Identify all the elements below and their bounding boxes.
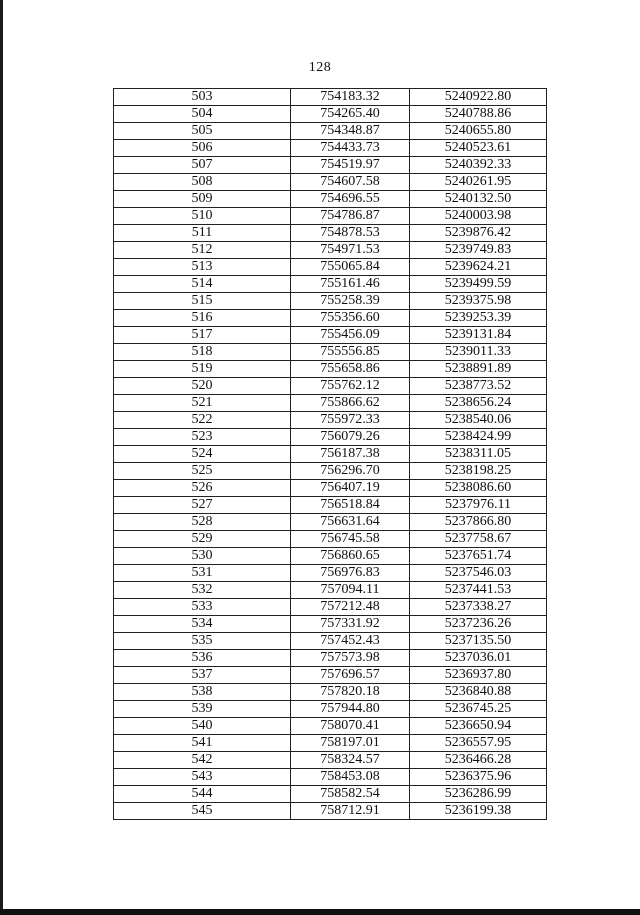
table-row [114,599,547,616]
table-row [114,480,547,497]
x-coordinate-cell: 757696.57 [291,667,410,684]
point-number-cell: 535 [114,633,291,650]
y-coordinate-cell: 5237758.67 [410,531,547,548]
table-row [114,276,547,293]
y-coordinate-cell: 5240655.80 [410,123,547,140]
x-coordinate-cell: 754433.73 [291,140,410,157]
table-row [114,633,547,650]
y-coordinate-cell: 5240788.86 [410,106,547,123]
y-coordinate-cell: 5240523.61 [410,140,547,157]
point-number-cell: 537 [114,667,291,684]
y-coordinate-cell: 5237546.03 [410,565,547,582]
x-coordinate-cell: 756518.84 [291,497,410,514]
x-coordinate-cell: 757944.80 [291,701,410,718]
point-number-cell: 536 [114,650,291,667]
x-coordinate-cell: 755258.39 [291,293,410,310]
point-number-cell: 533 [114,599,291,616]
y-coordinate-cell: 5238198.25 [410,463,547,480]
x-coordinate-cell: 758324.57 [291,752,410,769]
x-coordinate-cell: 754265.40 [291,106,410,123]
y-coordinate-cell: 5239749.83 [410,242,547,259]
point-number-cell: 508 [114,174,291,191]
table-row [114,191,547,208]
point-number-cell: 525 [114,463,291,480]
point-number-cell: 538 [114,684,291,701]
point-number-cell: 528 [114,514,291,531]
table-row [114,667,547,684]
y-coordinate-cell: 5237651.74 [410,548,547,565]
y-coordinate-cell: 5236937.80 [410,667,547,684]
point-number-cell: 521 [114,395,291,412]
y-coordinate-cell: 5238424.99 [410,429,547,446]
point-number-cell: 524 [114,446,291,463]
point-number-cell: 545 [114,803,291,820]
table-row [114,378,547,395]
y-coordinate-cell: 5236375.96 [410,769,547,786]
x-coordinate-cell: 756745.58 [291,531,410,548]
table-row [114,361,547,378]
point-number-cell: 510 [114,208,291,225]
x-coordinate-cell: 757820.18 [291,684,410,701]
y-coordinate-cell: 5237976.11 [410,497,547,514]
table-row [114,344,547,361]
point-number-cell: 534 [114,616,291,633]
y-coordinate-cell: 5238891.89 [410,361,547,378]
x-coordinate-cell: 755065.84 [291,259,410,276]
y-coordinate-cell: 5237866.80 [410,514,547,531]
x-coordinate-cell: 754971.53 [291,242,410,259]
table-row [114,293,547,310]
y-coordinate-cell: 5239011.33 [410,344,547,361]
x-coordinate-cell: 758712.91 [291,803,410,820]
table-row [114,157,547,174]
point-number-cell: 540 [114,718,291,735]
y-coordinate-cell: 5238773.52 [410,378,547,395]
coordinate-table [113,88,547,820]
y-coordinate-cell: 5238086.60 [410,480,547,497]
x-coordinate-cell: 757212.48 [291,599,410,616]
x-coordinate-cell: 754348.87 [291,123,410,140]
point-number-cell: 544 [114,786,291,803]
point-number-cell: 531 [114,565,291,582]
x-coordinate-cell: 755972.33 [291,412,410,429]
y-coordinate-cell: 5236840.88 [410,684,547,701]
x-coordinate-cell: 757331.92 [291,616,410,633]
table-row [114,395,547,412]
x-coordinate-cell: 756296.70 [291,463,410,480]
table-row [114,310,547,327]
x-coordinate-cell: 758453.08 [291,769,410,786]
point-number-cell: 507 [114,157,291,174]
point-number-cell: 517 [114,327,291,344]
point-number-cell: 509 [114,191,291,208]
y-coordinate-cell: 5238656.24 [410,395,547,412]
point-number-cell: 516 [114,310,291,327]
table-row [114,582,547,599]
x-coordinate-cell: 755161.46 [291,276,410,293]
table-row [114,514,547,531]
scan-edge-bottom [0,909,640,915]
x-coordinate-cell: 756079.26 [291,429,410,446]
table-row [114,123,547,140]
table-row [114,565,547,582]
y-coordinate-cell: 5240261.95 [410,174,547,191]
x-coordinate-cell: 756187.38 [291,446,410,463]
x-coordinate-cell: 755356.60 [291,310,410,327]
page-number: 128 [308,60,332,75]
point-number-cell: 505 [114,123,291,140]
point-number-cell: 512 [114,242,291,259]
x-coordinate-cell: 756860.65 [291,548,410,565]
table-row [114,259,547,276]
x-coordinate-cell: 758070.41 [291,718,410,735]
y-coordinate-cell: 5239876.42 [410,225,547,242]
point-number-cell: 523 [114,429,291,446]
x-coordinate-cell: 756631.64 [291,514,410,531]
x-coordinate-cell: 757452.43 [291,633,410,650]
x-coordinate-cell: 757573.98 [291,650,410,667]
table-row [114,752,547,769]
x-coordinate-cell: 755658.86 [291,361,410,378]
point-number-cell: 520 [114,378,291,395]
y-coordinate-cell: 5240003.98 [410,208,547,225]
point-number-cell: 519 [114,361,291,378]
y-coordinate-cell: 5236466.28 [410,752,547,769]
x-coordinate-cell: 755456.09 [291,327,410,344]
point-number-cell: 529 [114,531,291,548]
table-row [114,531,547,548]
x-coordinate-cell: 754607.58 [291,174,410,191]
table-row [114,106,547,123]
point-number-cell: 522 [114,412,291,429]
x-coordinate-cell: 754696.55 [291,191,410,208]
table-row [114,412,547,429]
y-coordinate-cell: 5237036.01 [410,650,547,667]
table-row [114,497,547,514]
y-coordinate-cell: 5239131.84 [410,327,547,344]
point-number-cell: 526 [114,480,291,497]
table-row [114,174,547,191]
table-row [114,548,547,565]
y-coordinate-cell: 5236286.99 [410,786,547,803]
table-row [114,718,547,735]
point-number-cell: 530 [114,548,291,565]
y-coordinate-cell: 5236745.25 [410,701,547,718]
x-coordinate-cell: 755556.85 [291,344,410,361]
x-coordinate-cell: 758582.54 [291,786,410,803]
table-row [114,650,547,667]
scan-edge-left [0,0,3,915]
table-row [114,225,547,242]
y-coordinate-cell: 5238540.06 [410,412,547,429]
y-coordinate-cell: 5238311.05 [410,446,547,463]
point-number-cell: 503 [114,89,291,106]
point-number-cell: 504 [114,106,291,123]
y-coordinate-cell: 5239375.98 [410,293,547,310]
table-row [114,786,547,803]
table-row [114,684,547,701]
y-coordinate-cell: 5236557.95 [410,735,547,752]
table-row [114,803,547,820]
point-number-cell: 539 [114,701,291,718]
x-coordinate-cell: 758197.01 [291,735,410,752]
y-coordinate-cell: 5239253.39 [410,310,547,327]
x-coordinate-cell: 754519.97 [291,157,410,174]
table-row [114,769,547,786]
table-row [114,463,547,480]
x-coordinate-cell: 756407.19 [291,480,410,497]
point-number-cell: 506 [114,140,291,157]
table-row [114,208,547,225]
table-row [114,429,547,446]
point-number-cell: 542 [114,752,291,769]
y-coordinate-cell: 5240392.33 [410,157,547,174]
x-coordinate-cell: 757094.11 [291,582,410,599]
table-row [114,701,547,718]
point-number-cell: 514 [114,276,291,293]
table-row [114,735,547,752]
x-coordinate-cell: 755762.12 [291,378,410,395]
point-number-cell: 511 [114,225,291,242]
x-coordinate-cell: 754786.87 [291,208,410,225]
y-coordinate-cell: 5239499.59 [410,276,547,293]
table-row [114,242,547,259]
point-number-cell: 532 [114,582,291,599]
table-row [114,616,547,633]
y-coordinate-cell: 5240132.50 [410,191,547,208]
y-coordinate-cell: 5236650.94 [410,718,547,735]
y-coordinate-cell: 5236199.38 [410,803,547,820]
y-coordinate-cell: 5237338.27 [410,599,547,616]
x-coordinate-cell: 754878.53 [291,225,410,242]
table-row [114,446,547,463]
point-number-cell: 527 [114,497,291,514]
table-row [114,89,547,106]
table-row [114,140,547,157]
x-coordinate-cell: 756976.83 [291,565,410,582]
y-coordinate-cell: 5239624.21 [410,259,547,276]
x-coordinate-cell: 755866.62 [291,395,410,412]
point-number-cell: 543 [114,769,291,786]
point-number-cell: 541 [114,735,291,752]
point-number-cell: 515 [114,293,291,310]
y-coordinate-cell: 5237135.50 [410,633,547,650]
table-row [114,327,547,344]
x-coordinate-cell: 754183.32 [291,89,410,106]
point-number-cell: 518 [114,344,291,361]
y-coordinate-cell: 5237236.26 [410,616,547,633]
coordinate-table-body [114,89,547,820]
y-coordinate-cell: 5237441.53 [410,582,547,599]
point-number-cell: 513 [114,259,291,276]
y-coordinate-cell: 5240922.80 [410,89,547,106]
